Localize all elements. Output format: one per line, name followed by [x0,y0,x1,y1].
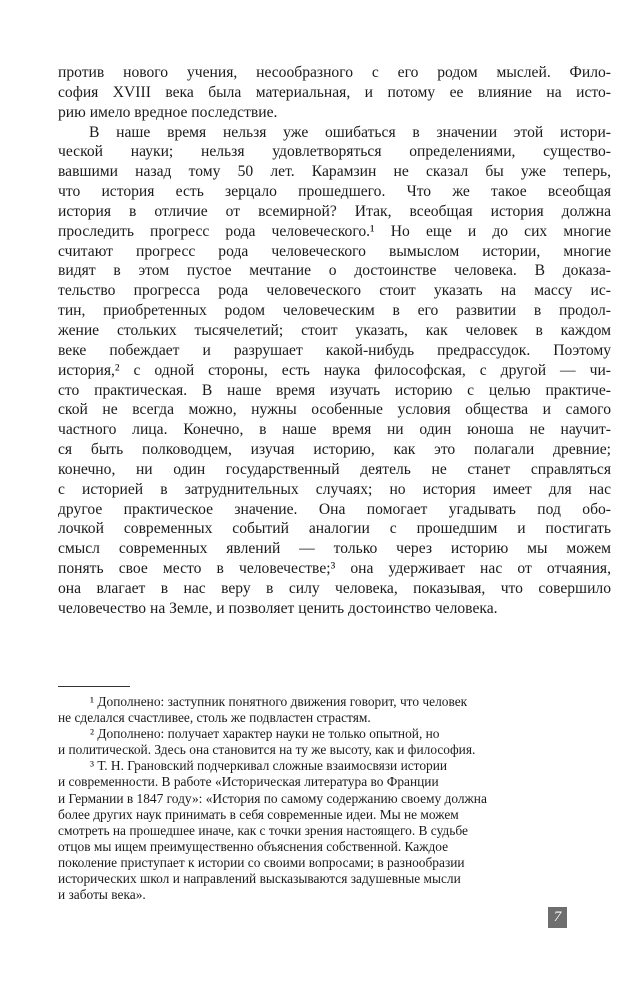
body-line: ческой науки; нельзя удовлетворяться определениями, существо- [58,143,611,161]
body-line: понять свое место в человечестве;³ она удерживает нас от отчаяния, [58,560,611,578]
footnote-line: и политической. Здесь она становится на ту же высоту, как и философия. [58,742,476,758]
footnote-line: не сделался счастливее, столь же подвластен страстям. [58,710,371,726]
footnote-line: более других наук принимать в себя современные идеи. Мы не можем [58,806,459,822]
body-line: человечество на Земле, и позволяет ценить достоинство человека. [58,599,498,617]
footnotes [58,694,598,903]
footnote-line: ¹ Дополнено: заступник понятного движения говорит, что человек [90,694,468,709]
footnote-line: поколение приступает к истории со своими вопросами; в разнообразии [58,854,465,870]
footnote-line: и современности. В работе «Историческая литература во Франции [58,774,439,790]
body-line: софия XVIII века была материальная, и потому ее влияние на исто- [58,83,611,101]
body-line: рию имело вредное последствие. [58,103,278,121]
body-line: проследить прогресс рода человеческого.¹ Но еще и до сих многие [58,222,611,240]
body-line: сто практическая. В наше время изучать историю с целью практиче- [58,381,611,399]
page-number: 7 [548,907,567,928]
body-line: жение стольких тысячелетий; стоит указать, как человек в каждом [58,321,611,339]
body-line: против нового учения, несообразного с его родом мыслей. Фило- [58,64,611,81]
body-line: другое практическое значение. Она помогает угадывать под обо- [58,500,611,518]
body-line: частного лица. Конечно, в наше время ни один юноша не научит- [58,421,611,439]
body-line: с историей в затруднительных случаях; но история имеет для нас [58,480,611,498]
footnote-line: и Германии в 1847 году»: «История по самому содержанию своему должна [58,790,487,806]
footnote-separator [58,686,130,687]
body-line: веке побеждает и разрушает какой-нибудь предрассудок. Поэтому [58,341,611,359]
body-line: тин, приобретенных родом человеческим в его развитии в продол- [58,302,611,320]
body-line: тельство прогресса рода человеческого стоит указать на массу ис- [58,282,611,300]
body-line: считают прогресс рода человеческого вымыслом истории, многие [58,242,611,260]
body-line: лочкой современных событий аналогии с прошедшим и постигать [58,520,611,538]
main-text [58,63,611,619]
body-line: ся быть полководцем, изучая историю, как это полагали древние; [58,441,611,459]
footnote-line: исторических школ и направлений высказываются задушевные мысли [58,871,461,887]
body-line: что история есть зерцало прошедшего. Что же такое всеобщая [58,183,611,201]
footnote-line: смотреть на прошедшее иначе, как с точки зрения настоящего. В судьбе [58,822,468,838]
body-line: видят в этом пустое мечтание о достоинстве человека. В доказа- [58,262,611,280]
footnote-line: ³ Т. Н. Грановский подчеркивал сложные взаимосвязи истории [90,758,448,774]
body-line: история,² с одной стороны, есть наука философская, с другой — чи- [58,361,611,379]
body-line: история в отличие от всемирной? Итак, всеобщая история должна [58,202,611,220]
footnote-line: отцов мы ищем преимущественно объяснения собственной. Каждое [58,838,449,854]
footnote-line: и заботы века». [58,887,146,903]
body-line: смысл современных явлений — только через историю мы можем [58,540,611,558]
body-line: В наше время нельзя уже ошибаться в значении этой истори- [89,123,611,141]
body-line: она влагает в нас веру в силу человека, показывая, что совершило [58,579,611,597]
body-line: конечно, ни один государственный деятель не станет справляться [58,460,611,478]
body-line: вавшими назад тому 50 лет. Карамзин не сказал бы уже теперь, [58,163,611,181]
body-line: ской не всегда можно, нужны особенные условия общества и самого [58,401,611,419]
footnote-line: ² Дополнено: получает характер науки не только опытной, но [90,726,440,742]
